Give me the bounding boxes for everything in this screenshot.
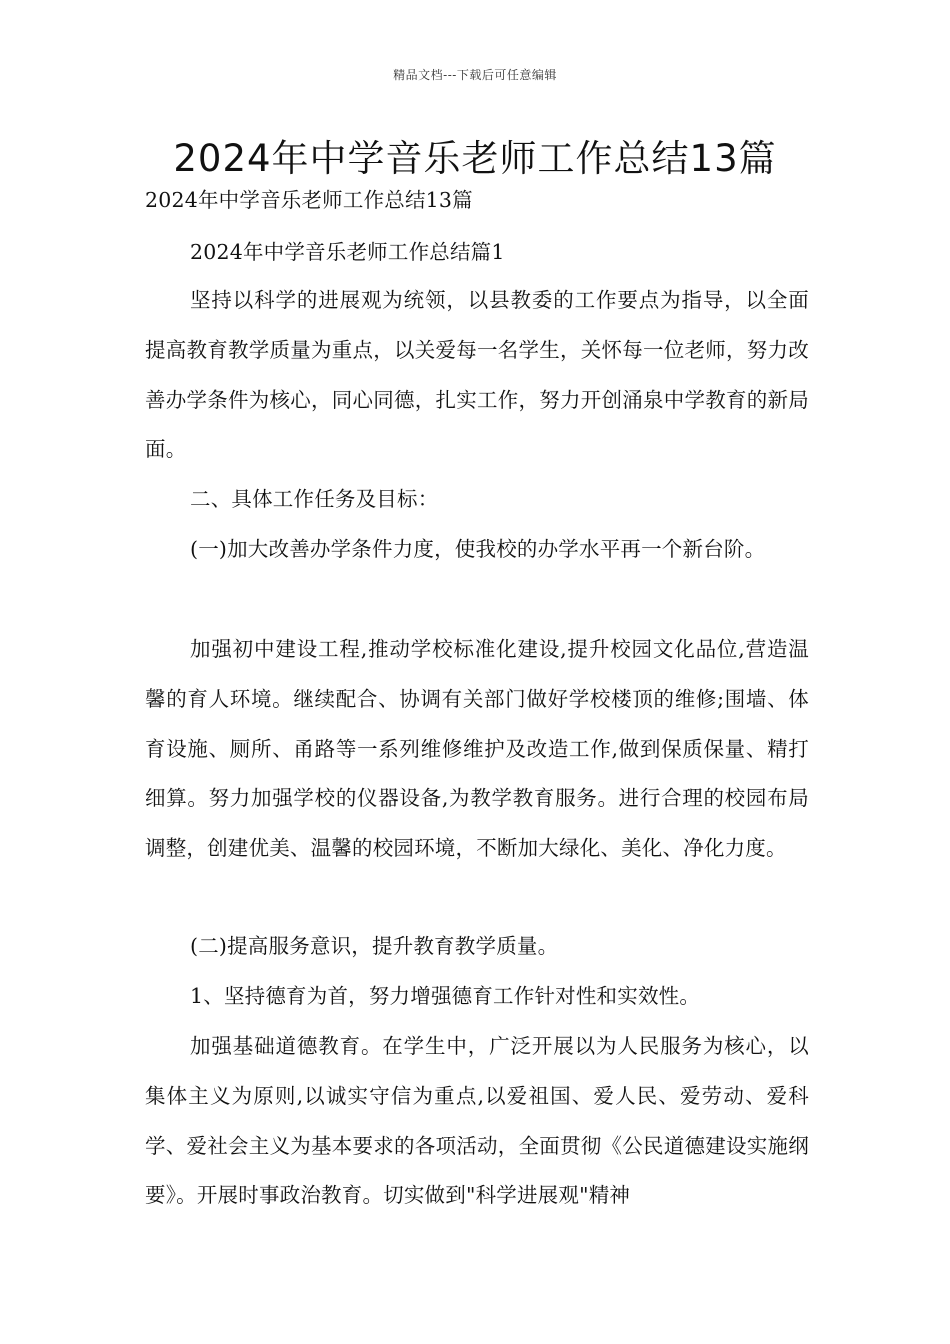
subtitle-line: 2024年中学音乐老师工作总结13篇	[145, 188, 473, 212]
paragraph-3: (一)加大改善办学条件力度，使我校的办学水平再一个新台阶。	[190, 537, 766, 561]
paragraph-2: 二、具体工作任务及目标：	[190, 487, 439, 511]
paragraph-6: 1、坚持德育为首，努力增强德育工作针对性和实效性。	[190, 984, 701, 1008]
header-note: 精品文档---下载后可任意编辑	[393, 68, 557, 82]
paragraph-5: (二)提高服务意识，提升教育教学质量。	[190, 934, 559, 958]
section-heading: 2024年中学音乐老师工作总结篇1	[190, 240, 505, 264]
paragraph-4: 加强初中建设工程,推动学校标准化建设,提升校园文化品位,营造温馨的育人环境。继续配合、协调有关部门做好学校楼顶的维修;围墙、体育设施、厕所、甬路等一系列维修维护及改造工作,做到保质保量、精打细算。努力加强学校的仪器设备,为教学教育服务。进行合理的校园布局调整，创建优美、温馨的校园环境，不断加大绿化、美化、净化力度。	[145, 637, 809, 861]
paragraph-7: 加强基础道德教育。在学生中，广泛开展以为人民服务为核心，以集体主义为原则,以诚实守信为重点,以爱祖国、爱人民、爱劳动、爱科学、爱社会主义为基本要求的各项活动，全面贯彻《公民道德建设实施纲要》。开展时事政治教育。切实做到"科学进展观"精神	[145, 1034, 809, 1208]
document-title: 2024年中学音乐老师工作总结13篇	[173, 137, 777, 180]
paragraph-1: 坚持以科学的进展观为统领，以县教委的工作要点为指导，以全面提高教育教学质量为重点，以关爱每一名学生，关怀每一位老师，努力改善办学条件为核心，同心同德，扎实工作，努力开创涌泉中学教育的新局面。	[145, 288, 809, 462]
